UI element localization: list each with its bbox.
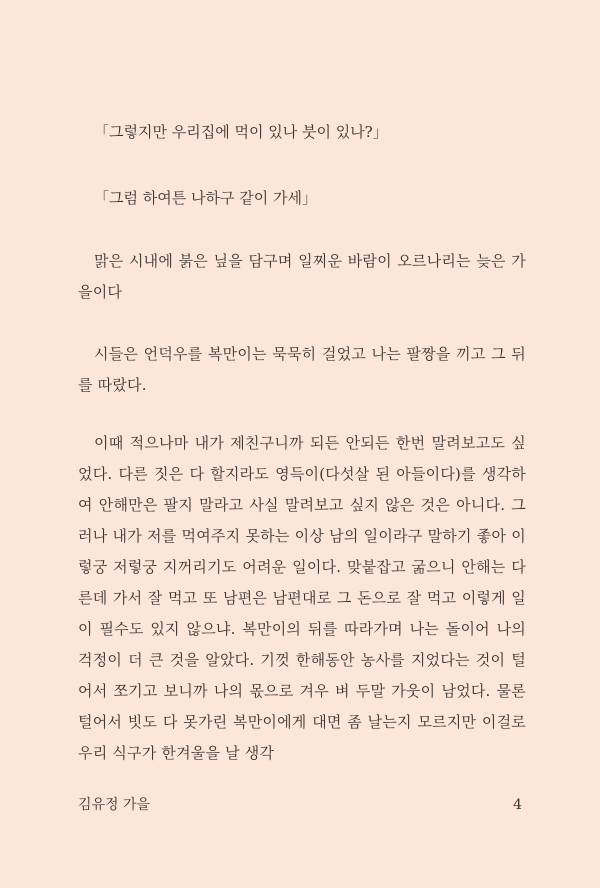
footer-title: 김유정 가을 bbox=[78, 797, 151, 813]
dialog-line-2: 「그럼 하여튼 나하구 같이 가세」 bbox=[94, 189, 317, 207]
paragraph-3: 이때 적으나마 내가 제친구니까 되든 안되든 한번 말려보고도 싶었다. 다른 짓은 다 할지라도 영득이(다섯살 된 아들이다)를 생각하여 안해만은 팔지 말라고 사실 말려보고 싶지 않은 것은 아니다. 그러나 내가 저를 먹여주지 못하는 이상 남의 일이라구 말하기 좋아 이렇궁 저렇궁 지꺼리기도 어려운 일이다. 맞붙잡고 굶으니 안해는 다른데 가서 잘 먹고 또 남편은 남편대로 그 돈으로 잘 먹고 이렇게 일이 필수도 있지 않으냐. 복만이의 뒤를 따라가며 나는 돌이어 나의 걱정이 더 큰 것을 알았다. 기껏 한해동안 농사를 지었다는 것이 털어서 쪼기고 보니까 나의 몫으로 겨우 벼 두말 가웃이 남었다. 물론 털어서 빗도 다 못가린 복만이에게 대면 좀 날는지 모르지만 이걸로 우리 식구가 한겨울을 날 생각 bbox=[78, 434, 526, 762]
paragraph-1: 맑은 시내에 붉은 닢을 담구며 일찌운 바람이 오르나리는 늦은 가을이다 bbox=[78, 252, 526, 301]
dialog-line-1: 「그렇지만 우리집에 먹이 있나 붓이 있나?」 bbox=[94, 123, 388, 141]
paragraph-2: 시들은 언덕우를 복만이는 묵묵히 걸었고 나는 팔짱을 끼고 그 뒤를 따랐다. bbox=[78, 345, 526, 394]
page-number: 4 bbox=[513, 797, 522, 813]
